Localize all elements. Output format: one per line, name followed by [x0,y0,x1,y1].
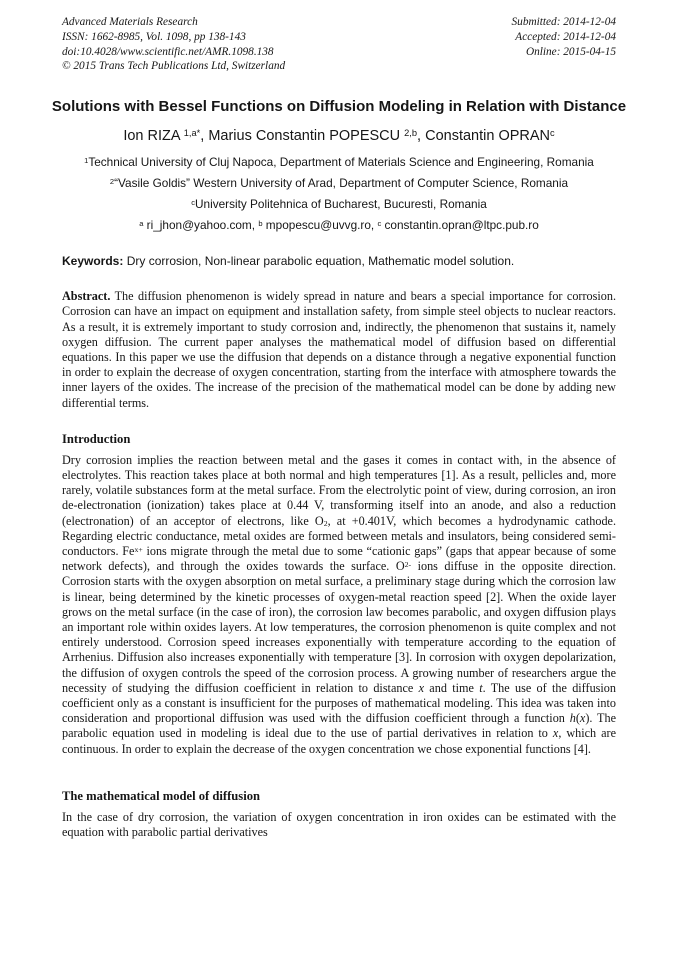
journal-name: Advanced Materials Research [62,16,198,28]
affiliation-3: $^c$University Politehnica of Bucharest, Bucuresti, Romania [191,197,487,212]
journal-header [62,15,616,74]
affiliation-1: $^1$Technical University of Cluj Napoca, Department of Materials Science and Engineering, Romania [84,155,594,170]
authors-line: Ion RIZA $^{1,a*}$, Marius Constantin POPESCU $^{2,b}$, Constantin OPRAN$^c$ [123,128,555,145]
keywords-text: Dry corrosion, Non-linear parabolic equation, Mathematic model solution. [123,254,515,269]
keywords-label: Keywords: [62,254,124,269]
section-math-model [62,789,616,840]
journal-doi: doi:10.4028/www.scientific.net/AMR.1098.138 [62,45,274,58]
keywords-line [62,254,616,269]
abstract-paragraph: Abstract. The diffusion phenomenon is widely spread in nature and bears a special importance for corrosion. Corrosion can have an impact on equipment and installation safety, from simple steel objects to nuclear reactors. As a result, it is extremely important to study corrosion and, indirectly, the phenomenon that sustains it, namely oxygen diffusion. The current paper analyses the mathematical model of diffusion based on differential equations. In this paper we use the diffusion that depends on a distance through a negative exponential function in order to explain the decrease of oxygen concentration, starting from the interface with atmosphere towards the inner layers of the oxides. The increase of the precision of the mathematical model can be done by adding new differential terms. [62,289,616,410]
affiliations [62,155,616,233]
submitted-date: Submitted: 2014-12-04 [511,16,616,28]
affiliation-2: $^2$“Vasile Goldis” Western University of Arad, Department of Computer Science, Romania [109,176,569,191]
accepted-date: Accepted: 2014-12-04 [515,30,616,43]
submission-dates [512,15,616,74]
section-introduction [62,432,616,757]
section-heading-math-model: The mathematical model of diffusion [62,788,260,803]
section-heading-introduction: Introduction [62,431,131,446]
paper-title: Solutions with Bessel Functions on Diffusion Modeling in Relation with Distance [51,98,627,116]
introduction-paragraph: Dry corrosion implies the reaction between metal and the gases it comes in contact with, in the absence of electrolytes. This reaction takes place at both normal and high temperatures [1]. As a result, pellicles and, more rarely, volatile substances form at the metal surface. From the electrolytic point of view, during corrosion, an iron de-electronation (ionization) takes place at 0.44 V, transforming itself into an anode, and also a reduction (electronation) of an acceptor of electrons, like $O_2$, at +0.401V, which becomes a hydrodynamic cathode. Regarding electric conductance, metal oxides are formed between metals and insulators, being considered semi-conductors. $Fe^{x+}$ ions migrate through the metal due to some “cationic gaps” (gaps that appear because of some network defects), and through the oxides towards the surface. $O^{2-}$ ions diffuse in the opposite direction. Corrosion starts with the oxygen absorption on metal surface, a preliminary stage during which the corrosion law is linear, being determined by the kinetic processes of oxygen-metal reaction speed [2]. When the oxide layer grows on the metal surface (in the case of iron), the corrosion law becomes parabolic, and oxygen diffusion plays an important role within oxides layers. At low temperatures, the corrosion phenomenon is quite complex and not entirely understood. Corrosion speed increases exponentially with temperature according to the equation of Arrhenius. Diffusion also increases exponentially with temperature [3]. In corrosion with oxygen depolarization, the diffusion of oxygen controls the speed of the corrosion process. A growing number of researchers argue the necessity of studying the diffusion coefficient in relation to distance x and time t. The use of the diffusion coefficient only as a constant is insufficient for the purposes of mathematical modeling. This idea was taken into consideration and proportional diffusion was used with the diffusion coefficient through a function h(x). The parabolic equation used in modeling is ideal due to the use of partial derivatives in relation to x, which are continuous. In order to explain the decrease of the oxygen concentration we chose exponential functions [4]. [62,452,616,756]
journal-issn: ISSN: 1662-8985, Vol. 1098, pp 138-143 [62,30,246,43]
journal-copyright: © 2015 Trans Tech Publications Ltd, Switzerland [62,60,286,73]
online-date: Online: 2015-04-15 [525,45,616,58]
journal-info [62,15,285,74]
author-emails: $^a$ ri_jhon@yahoo.com, $^b$ mpopescu@uvvg.ro, $^c$ constantin.opran@ltpc.pub.ro [139,218,539,233]
math-model-paragraph: In the case of dry corrosion, the variation of oxygen concentration in iron oxides can be estimated with the equation with parabolic partial derivatives [62,809,616,840]
